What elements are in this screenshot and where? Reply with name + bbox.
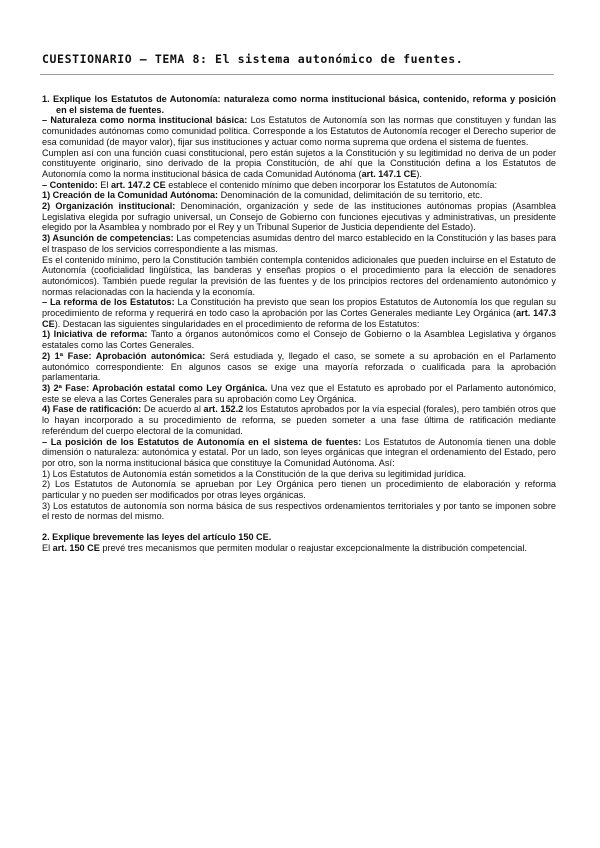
question-1 bbox=[42, 94, 556, 115]
contenido-item-3-text: Las competencias asumidas dentro del marco establecido en la Constitución y las bases para el traspaso de los servicios correspondiente a las mismas. bbox=[42, 233, 556, 254]
contenido-item-3-heading: 3) Asunción de competencias: bbox=[42, 233, 174, 244]
paragraph-contenido-minimo: Es el contenido mínimo, pero la Constitución también contempla contenidos adicionales que pueden incluirse en el Estatuto de Autonomía (cooficialidad lingüística, las banderas y enseñas propios o el procedimiento para la elección de senadores autonómicos). También puede regular la previsión de las fuentes y de los principios rectores del ordenamiento autonómico y normas relacionadas con la hacienda y la economía. bbox=[42, 254, 556, 297]
reforma-item-3 bbox=[42, 383, 556, 404]
reforma-item-1-text: Tanto a órganos autonómicos como el Consejo de Gobierno o la Asamblea Legislativa y órganos estatales como las Cortes Generales. bbox=[42, 329, 556, 351]
posicion-item-3: 3) Los estatutos de autonomía son norma básica de sus respectivos ordenamientos territoriales y por tanto se imponen sobre el resto de normas del mismo. bbox=[42, 500, 556, 522]
contenido-item-2-heading: 2) Organización institucional: bbox=[42, 201, 176, 212]
question-2-text: Explique brevemente las leyes del artículo 150 CE. bbox=[52, 532, 272, 543]
art-150-text-b: prevé tres mecanismos que permiten modular o reajustar excepcionalmente la distribución competencial. bbox=[99, 542, 527, 553]
contenido-item-1 bbox=[42, 190, 556, 201]
contenido-item-2-text: Denominación, organización y sede de las instituciones autónomas propias (Asamblea Legislativa elegida por sufragio universal, un Consejo de Gobierno con funciones ejecutivas y administrativas, un presidente elegido por la Asamblea y nombrado por el Rey y un Tribunal Superior de Justicia dependiente del Estado). bbox=[42, 201, 556, 233]
reforma-item-3-text: Una vez que el Estatuto es aprobado por el Parlamento autonómico, este se eleva a las Cortes Generales para su aprobación como Ley Orgánica. bbox=[42, 382, 556, 404]
paragraph-contenido bbox=[42, 180, 556, 191]
title-divider bbox=[40, 74, 554, 75]
reforma-item-1 bbox=[42, 329, 556, 350]
art-150-text-a: El bbox=[42, 542, 53, 553]
contenido-text-a: El bbox=[97, 179, 111, 190]
reforma-item-4 bbox=[42, 404, 556, 436]
cumplen-end: ). bbox=[416, 168, 422, 179]
question-2-number: 2. bbox=[42, 532, 50, 543]
reforma-item-4-ref: art. 152.2 bbox=[203, 404, 244, 415]
posicion-item-2: 2) Los Estatutos de Autonomía se aprueban por Ley Orgánica pero tienen un procedimiento de elaboración y reforma particular y no pueden ser modificados por otras leyes orgánicas. bbox=[42, 479, 556, 501]
contenido-item-1-heading: 1) Creación de la Comunidad Autónoma: bbox=[42, 190, 219, 201]
reforma-heading: – La reforma de los Estatutos: bbox=[42, 297, 175, 308]
reforma-item-2-heading: 2) 1ª Fase: Aprobación autonómica: bbox=[42, 350, 206, 361]
question-1-number: 1. bbox=[42, 94, 50, 104]
posicion-heading: – La posición de los Estatutos de Autonomía en el sistema de fuentes: bbox=[42, 436, 362, 447]
section-gap bbox=[42, 522, 556, 532]
contenido-ref: art. 147.2 CE bbox=[110, 179, 166, 190]
cumplen-ref: art. 147.1 CE bbox=[361, 168, 417, 179]
document-title: CUESTIONARIO – TEMA 8: El sistema autonómico de fuentes. bbox=[42, 52, 464, 66]
contenido-heading: – Contenido: bbox=[42, 179, 98, 190]
posicion-item-1: 1) Los Estatutos de Autonomía están sometidos a la Constitución de la que deriva su legitimidad jurídica. bbox=[42, 468, 467, 479]
posicion-text: Los Estatutos de Autonomía tienen una doble dimensión o naturaleza: autonómica y estatal. Por un lado, son leyes orgánicas que integran el ordenamiento del Estado, pero por otro, son la norma institucional básica que constituye la Comunidad Autónoma. Así: bbox=[42, 436, 556, 468]
art-150-ref: art. 150 CE bbox=[52, 542, 100, 553]
reforma-item-2 bbox=[42, 351, 556, 383]
contenido-item-3 bbox=[42, 233, 556, 254]
paragraph-reforma bbox=[42, 297, 556, 329]
question-1-text: Explique los Estatutos de Autonomía: naturaleza como norma institucional básica, contenido, reforma y posición en el sistema de fuentes. bbox=[53, 94, 556, 115]
question-2 bbox=[42, 532, 556, 543]
reforma-item-4-heading: 4) Fase de ratificación: bbox=[42, 404, 142, 415]
paragraph-cumplen bbox=[42, 148, 556, 180]
cumplen-text: Cumplen así con una función cuasi constitucional, pero están sujetos a la Constitución y su legitimidad no deriva de un poder constituyente originario, sino derivado de la propia Constitución, de ahí que la Constitución defina a los Estatutos de Autonomía como la norma institucional básica de cada Comunidad Autónoma ( bbox=[42, 147, 556, 179]
naturaleza-heading: – Naturaleza como norma institucional básica: bbox=[42, 115, 248, 126]
document-body bbox=[42, 94, 556, 554]
paragraph-posicion bbox=[42, 437, 556, 469]
reforma-text-b: ). Destacan las siguientes singularidades en el procedimiento de reforma de los Estatutos: bbox=[54, 318, 420, 329]
contenido-item-1-text: Denominación de la comunidad, delimitación de su territorio, etc. bbox=[218, 190, 483, 201]
contenido-text-b: establece el contenido mínimo que deben incorporar los Estatutos de Autonomía: bbox=[165, 179, 497, 190]
reforma-item-4-text-a: De acuerdo al bbox=[141, 404, 204, 415]
reforma-item-3-heading: 3) 2ª Fase: Aprobación estatal como Ley Orgánica. bbox=[42, 382, 268, 393]
reforma-item-4-text-b: los Estatutos aprobados por la vía especial (forales), pero también otros que lo hayan incorporado a su procedimiento de reforma, se pueden someter a una fase última de ratificación mediante referéndum del cuerpo electoral de la comunidad. bbox=[42, 404, 556, 436]
reforma-item-2-text: Será estudiada y, llegado el caso, se somete a su aprobación en el Parlamento autonómico correspondiente: En algunos casos se exige una mayoría reforzada o cualificada para la aprobación parlamentaria. bbox=[42, 350, 556, 383]
reforma-text-a: La Constitución ha previsto que sean los propios Estatutos de Autonomía los que regulan su procedimiento de reforma y requerirá en todo caso la aprobación por las Cortes Generales mediante Ley Orgánica ( bbox=[42, 297, 557, 319]
paragraph-art-150 bbox=[42, 543, 556, 554]
reforma-ref: art. 147.3 CE bbox=[42, 308, 556, 329]
paragraph-naturaleza bbox=[42, 115, 556, 147]
naturaleza-text: Los Estatutos de Autonomía son las normas que constituyen y fundan las comunidades autónomas como comunidad política. Corresponde a los Estatutos de Autonomía recoger el Derecho superior de esa comunidad (de mayor valor), fijar sus instituciones y actuar como norma suprema que ordena el sistema de fuentes. bbox=[42, 115, 557, 147]
reforma-item-1-heading: 1) Iniciativa de reforma: bbox=[42, 329, 148, 340]
contenido-item-2 bbox=[42, 201, 556, 233]
